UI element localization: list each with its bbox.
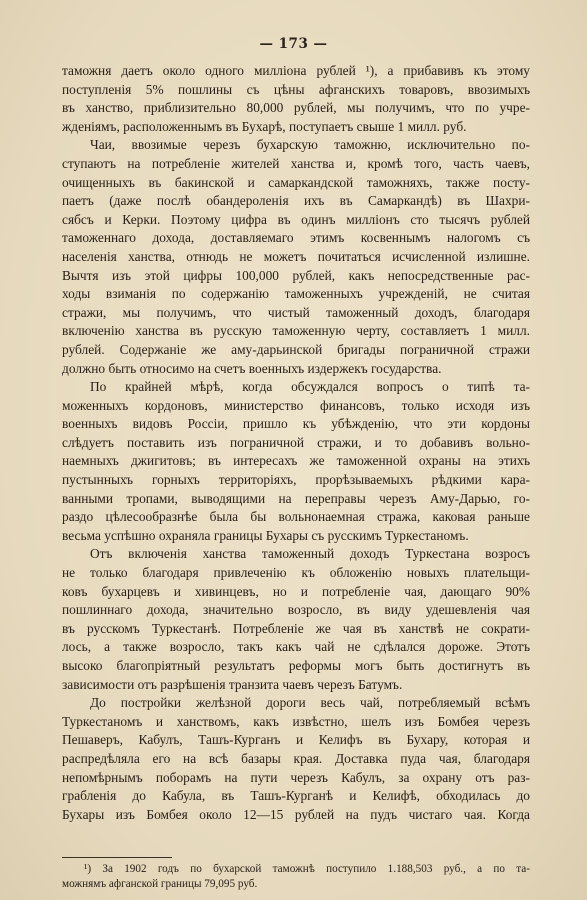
text-line: поступленія 5% пошлины съ цѣны афганскихъ товаровъ, ввозимыхъ [62, 81, 530, 97]
text-line: По крайней мѣрѣ, когда обсуждался вопросъ о типѣ та- [90, 379, 530, 395]
text-line: ковъ бухарцевъ и хивинцевъ, но и потребленіе чая, дающаго 90% [62, 583, 530, 599]
text-line: рублей. Содержаніе же аму-дарьинской бригады пограничной стражи [62, 341, 530, 357]
text-line: населенія ханства, отнюдь не можетъ почитаться исчисленной излишне. [62, 248, 530, 264]
text-line: ходы взиманія по содержанію таможенныхъ учрежденій, не считая [62, 286, 530, 302]
text-line: наемныхъ джигитовъ; въ интересахъ же таможенной охраны на этихъ [62, 453, 530, 469]
text-line: очищенныхъ въ бакинской и самаркандской таможняхъ, также посту- [62, 174, 530, 190]
body-text [62, 62, 530, 824]
text-line: Отъ включенія ханства таможенный доходъ Туркестана возросъ [90, 546, 530, 562]
page-number: — 173 — [259, 36, 328, 52]
text-line: военныхъ видовъ Россіи, пришло къ убѣжденію, что эти кордоны [62, 416, 530, 432]
text-line: таможня даетъ около одного милліона рублей ¹), а прибавивъ къ этому [62, 63, 530, 78]
text-line: включенію ханства въ русскую таможенную черту, составляетъ 1 милл. [62, 323, 530, 339]
text-line: должно быть относимо на счетъ военныхъ издержекъ государства. [62, 360, 442, 376]
text-line: Чаи, ввозимые черезъ бухарскую таможню, исключительно по- [90, 137, 530, 153]
text-line: моженныхъ кордоновъ, министерство финансовъ, только исходя изъ [62, 397, 530, 413]
text-line: распредѣляла его на всѣ базары края. Доставка пуда чая, благодаря [62, 750, 530, 766]
text-line: весьма успѣшно охраняла границы Бухары съ русскимъ Туркестаномъ. [62, 527, 469, 543]
text-line: сябсъ и Керки. Поэтому цифра въ одинъ милліонъ сто тысячъ рублей [62, 211, 530, 227]
footnote-rule [62, 857, 172, 858]
text-line: ступаютъ на потребленіе жителей ханства и, кромѣ того, часть чаевъ, [62, 155, 530, 171]
text-line: непомѣрнымъ поборамъ на пути черезъ Кабулъ, за охрану отъ раз- [62, 769, 530, 785]
footnote-line: ¹) За 1902 годъ по бухарской таможнѣ поступило 1.188,503 руб., а по та- [84, 863, 530, 875]
text-line: Вычтя изъ этой цифры 100,000 рублей, какъ непосредственные рас- [62, 267, 530, 283]
text-line: въ русскомъ Туркестанѣ. Потребленіе же чая въ ханствѣ не сократи- [62, 620, 530, 636]
text-line: таможеннаго дохода, доставляемаго этимъ косвеннымъ налогомъ съ [62, 230, 530, 246]
text-line: паетъ (даже послѣ обандероленія ихъ въ Самаркандѣ) въ Шахри- [62, 193, 530, 209]
text-line: въ ханство, приблизительно 80,000 рублей, мы получимъ, что по учре- [62, 100, 530, 116]
footnote-line: можнямъ афганской границы 79,095 руб. [62, 878, 258, 890]
text-line: ванными тропами, выводящими на переправы черезъ Аму-Дарью, го- [62, 490, 530, 506]
text-line: высоко благопріятный результатъ реформы могъ быть достигнутъ въ [62, 658, 530, 673]
text-line: Пешаверъ, Кабулъ, Ташъ-Курганъ и Келифъ въ Бухару, которая и [62, 732, 530, 748]
text-line: Туркестаномъ и ханствомъ, какъ извѣстно, шелъ изъ Бомбея черезъ [62, 713, 530, 729]
text-line: лось, а также возросло, такъ какъ чай не сдѣлался дороже. Этотъ [62, 639, 530, 655]
footnotes [62, 862, 530, 892]
text-line: До постройки желѣзной дороги весь чай, потребляемый всѣмъ [90, 695, 530, 711]
text-line: пошлиннаго дохода, значительно возросло, въ виду удешевленія чая [62, 602, 530, 618]
text-line: пустынныхъ горныхъ территоріяхъ, прорѣзываемыхъ рѣдкими кара- [62, 472, 530, 488]
text-line: не только благодаря привлеченію къ обложенію новыхъ плательщи- [62, 565, 530, 581]
text-line: жденіямъ, расположеннымъ въ Бухарѣ, поступаетъ свыше 1 милл. руб. [62, 118, 467, 134]
text-line: раздо цѣлесообразнѣе была бы вольнонаемная стража, каковая раньше [62, 509, 530, 525]
text-line: слѣдуетъ поставить изъ пограничной стражи, и то добавивъ вольно- [62, 434, 530, 450]
text-line: стражи, мы получимъ, что чистый таможенный доходъ, благодаря [62, 304, 530, 320]
text-line: зависимости отъ разрѣшенія транзита чаевъ черезъ Батумъ. [62, 676, 403, 692]
text-line: грабленія до Кабула, въ Ташъ-Курганѣ и Келифѣ, обходилась до [62, 788, 530, 804]
text-line: Бухары изъ Бомбея около 12—15 рублей на пудъ чистаго чая. Когда [62, 806, 530, 822]
